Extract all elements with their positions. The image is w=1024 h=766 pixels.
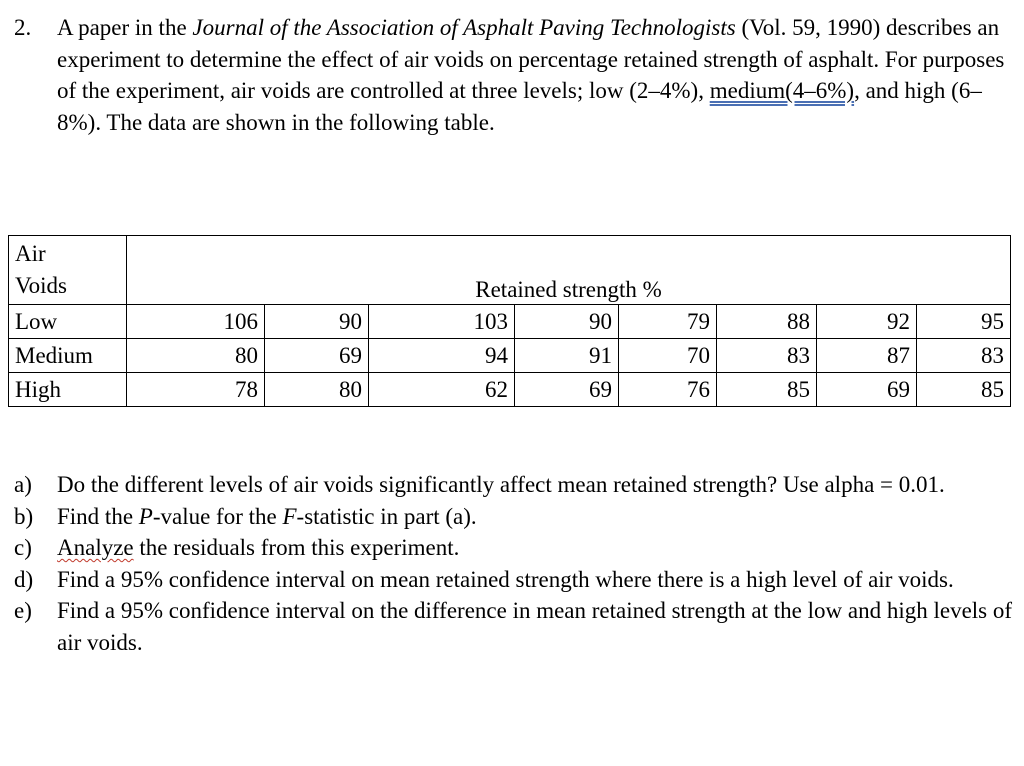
table-cell: 90	[265, 305, 369, 339]
question-text: Find a 95% confidence interval on mean retained strength where there is a high level of air voids.	[57, 566, 954, 592]
retained-strength-header: Retained strength %	[127, 236, 1011, 305]
row-label-medium: Medium	[9, 339, 127, 373]
table-cell: 85	[717, 373, 817, 407]
table-cell: 80	[127, 339, 265, 373]
question-list	[14, 469, 1014, 658]
question-text-part: -statistic in part (a).	[296, 503, 477, 529]
question-e	[14, 595, 1014, 658]
table-cell: 62	[369, 373, 515, 407]
table-row	[9, 373, 1011, 407]
problem-text-end: , and high (6–8%). The data are shown in the following table.	[57, 78, 982, 135]
table-cell: 106	[127, 305, 265, 339]
table-cell: 90	[515, 305, 619, 339]
question-text	[57, 504, 477, 529]
table-cell: 83	[917, 339, 1011, 373]
table-cell: 85	[917, 373, 1011, 407]
question-label: a)	[14, 472, 32, 497]
problem-text-intro: A paper in the	[57, 15, 193, 40]
question-text: Find a 95% confidence interval on the difference in mean retained strength at the low and high levels of air voids.	[57, 598, 1013, 655]
spellcheck-word: Analyze	[57, 535, 134, 560]
table-cell: 88	[717, 305, 817, 339]
question-label: c)	[14, 535, 32, 560]
question-label: d)	[14, 566, 34, 592]
table-cell: 69	[817, 373, 917, 407]
table-header-row	[9, 236, 1011, 305]
table-cell: 79	[619, 305, 717, 339]
question-text-part: the residuals from this experiment.	[133, 535, 460, 560]
table-cell: 83	[717, 339, 817, 373]
question-text-part: Find the	[57, 503, 139, 529]
table-cell: 94	[369, 339, 515, 373]
table-cell: 80	[265, 373, 369, 407]
f-symbol: F	[282, 503, 297, 529]
row-label-low: Low	[9, 305, 127, 339]
table-cell: 76	[619, 373, 717, 407]
table-cell: 95	[917, 305, 1011, 339]
row-label-high: High	[9, 373, 127, 407]
question-text: Do the different levels of air voids significantly affect mean retained strength? Use alpha = 0.01.	[57, 472, 945, 497]
problem-body	[57, 12, 1014, 138]
medium-range-text: medium(4–6%)	[709, 78, 855, 103]
table-cell: 92	[817, 305, 917, 339]
p-symbol: P	[138, 503, 153, 529]
retained-strength-table	[8, 235, 1011, 407]
air-voids-header	[9, 236, 127, 305]
table-cell: 70	[619, 339, 717, 373]
problem-text-middle: (Vol. 59, 1990) describes an experiment to determine the effect of air voids on percentage retained strength of asphalt. For purposes of the experiment, air voids are controlled at three levels; low (2–4%),	[57, 15, 1005, 103]
journal-title: Journal of the Association of Asphalt Paving Technologists	[192, 15, 736, 40]
header-line-air: Air	[15, 241, 46, 266]
table-cell: 103	[369, 305, 515, 339]
question-b	[14, 501, 1014, 533]
question-text-part: -value for the	[152, 503, 283, 529]
table-cell: 69	[515, 373, 619, 407]
table-cell: 91	[515, 339, 619, 373]
question-label: e)	[14, 598, 32, 623]
problem-number: 2.	[14, 15, 32, 40]
table-row	[9, 339, 1011, 373]
table-row	[9, 305, 1011, 339]
table-cell: 78	[127, 373, 265, 407]
question-d	[14, 564, 1014, 596]
header-line-voids: Voids	[15, 273, 67, 298]
question-c	[14, 532, 1014, 564]
question-label: b)	[14, 503, 34, 529]
table-cell: 69	[265, 339, 369, 373]
question-a	[14, 469, 1014, 501]
question-text	[57, 535, 459, 560]
problem-statement	[14, 12, 1014, 138]
table-cell: 87	[817, 339, 917, 373]
